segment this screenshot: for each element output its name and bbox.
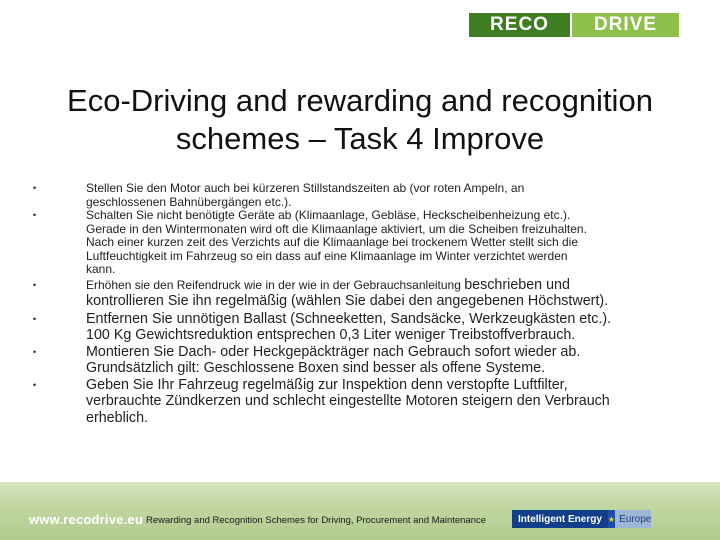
bullet-2-line-2: Gerade in den Wintermonaten wird oft die Klimaanlage aktiviert, um die Scheiben freizuhalten. <box>86 221 587 236</box>
bullet-3-line-1 <box>86 277 685 294</box>
bullet-3-small-text: Erhöhen sie den Reifendruck wie in der wie in der Gebrauchsanleitung <box>86 277 465 292</box>
footer-bar <box>0 482 720 540</box>
slide-title <box>40 82 680 158</box>
iee-logo-right: Europe <box>615 510 651 528</box>
bullet-item-4 <box>25 311 685 344</box>
logo-reco-segment: RECO <box>469 13 570 37</box>
bullet-6-line-3: erheblich. <box>86 409 148 426</box>
bullet-2-line-4: Luftfeuchtigkeit im Fahrzeug so ein dass auf eine Klimaanlage im Winter verzichtet werden <box>86 248 568 263</box>
bullet-item-2 <box>25 209 685 277</box>
footer-website-link[interactable]: www.recodrive.eu <box>29 512 143 527</box>
bullet-5-line-1: Montieren Sie Dach- oder Heckgepäckträger nach Gebrauch sofort wieder ab. <box>86 343 581 360</box>
bullet-6-line-1: Geben Sie Ihr Fahrzeug regelmäßig zur Inspektion denn verstopfte Luftfilter, <box>86 376 568 393</box>
bullet-2-line-5: kann. <box>86 262 116 276</box>
bullet-marker: • <box>33 346 37 357</box>
title-line-2: schemes – Task 4 Improve <box>175 121 545 156</box>
bullet-1-line-2: geschlossenen Bahnübergängen etc.). <box>86 194 292 209</box>
footer-project-text: Rewarding and Recognition Schemes for Driving, Procurement and Maintenance <box>146 515 487 526</box>
logo-drive-segment: DRIVE <box>572 13 679 37</box>
bullet-item-5 <box>25 344 685 377</box>
bullet-list <box>25 182 685 426</box>
recodrive-logo <box>469 13 679 37</box>
bullet-5-line-2: Grundsätzlich gilt: Geschlossene Boxen sind besser als offene Systeme. <box>86 360 546 376</box>
title-line-1: Eco-Driving and rewarding and recognition <box>67 83 653 118</box>
bullet-3-line-2: kontrollieren Sie ihn regelmäßig (wählen Sie dabei den angegebenen Höchstwert). <box>86 293 609 309</box>
bullet-2-line-3: Nach einer kurzen zeit des Verzichts auf die Klimaanlage bei trockenem Wetter stellt sich die <box>86 235 579 249</box>
bullet-marker: • <box>33 279 37 290</box>
bullet-3-large-text: beschrieben und <box>464 276 570 293</box>
bullet-marker: • <box>33 313 37 324</box>
bullet-4-line-1: Entfernen Sie unnötigen Ballast (Schneeketten, Sandsäcke, Werkzeugkästen etc.). <box>86 310 612 327</box>
eu-flag-icon: ★ <box>608 510 615 528</box>
bullet-marker: • <box>33 183 37 193</box>
bullet-4-line-2: 100 Kg Gewichtsreduktion entsprechen 0,3 Liter weniger Treibstoffverbrauch. <box>86 327 576 343</box>
bullet-item-1 <box>25 182 685 209</box>
bullet-2-line-1: Schalten Sie nicht benötigte Geräte ab (Klimaanlage, Gebläse, Heckscheibenheizung etc.). <box>86 208 571 222</box>
intelligent-energy-europe-logo <box>512 510 650 528</box>
bullet-item-6 <box>25 377 685 427</box>
bullet-item-3 <box>25 277 685 310</box>
bullet-marker: • <box>33 379 37 390</box>
bullet-6-line-2: verbrauchte Zündkerzen und schlecht eingestellte Motoren steigern den Verbrauch <box>86 393 610 409</box>
bullet-1-line-1: Stellen Sie den Motor auch bei kürzeren Stillstandszeiten ab (vor roten Ampeln, an <box>86 181 525 195</box>
bullet-marker: • <box>33 210 37 220</box>
iee-logo-left: Intelligent Energy <box>512 510 608 528</box>
